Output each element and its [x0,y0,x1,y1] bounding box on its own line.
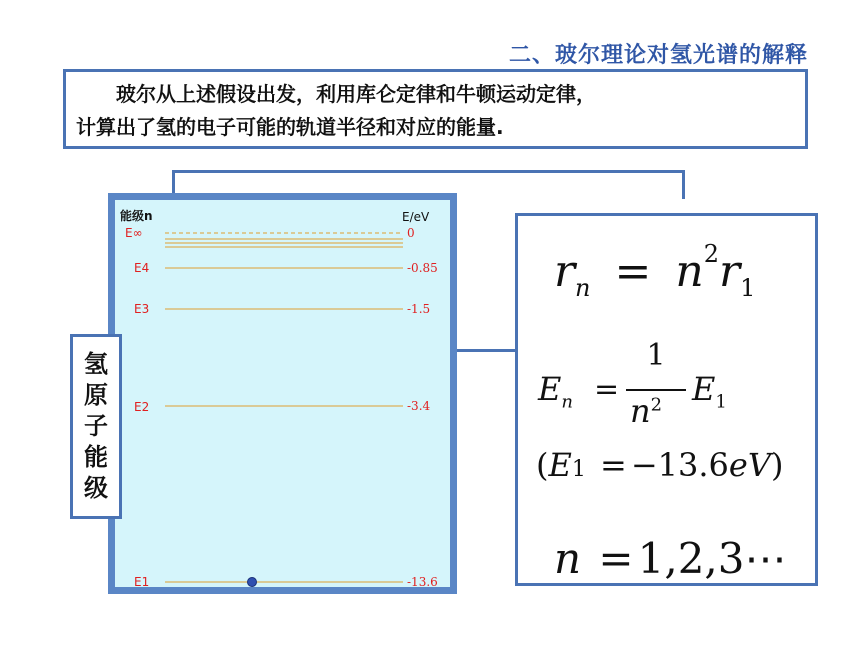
intro-box [63,69,808,149]
side-label-char: 能 [84,443,108,471]
level-value-4: -0.85 [407,261,438,275]
formula-equals: = [614,246,652,297]
level-label-3: E3 [134,302,150,316]
energy-level-diagram [108,193,457,594]
level-value-2: -3.4 [407,399,431,413]
formula-symbol: n [554,534,582,583]
formula-equals: = [598,534,634,583]
formula-symbol: n [675,246,704,297]
formula-value: 1,2,3 [637,534,745,583]
side-label-char: 氢 [84,350,108,378]
side-label-char: 原 [84,381,108,409]
electron-dot [248,578,257,587]
formula-symbol: E [548,446,572,484]
formula-ellipsis: ⋯ [744,534,787,583]
formula-value: −13.6 [630,446,729,484]
side-label-char: 级 [84,474,108,502]
level-value-1: -13.6 [407,575,438,587]
page-heading: 二、玻尔理论对氢光谱的解释 [508,43,808,68]
intro-line-1: 玻尔从上述假设出发，利用库仑定律和牛顿运动定律， [116,82,596,106]
formula-numerator: 1 [646,338,666,373]
header-right: E/eV [402,210,430,224]
formula-paren: ) [770,446,784,484]
fraction-bar [626,389,686,391]
connector-line [456,349,518,352]
formula-equals: = [600,446,627,484]
formula-symbol: E [538,370,562,408]
side-label-char: 子 [84,412,108,440]
formula-radius [554,240,756,302]
energy-level-svg [115,200,450,587]
level-value-inf: 0 [407,226,415,240]
level-label-1: E1 [134,575,150,587]
formula-symbol: r [554,246,576,297]
level-label-4: E4 [134,261,150,275]
intro-line-2: 计算出了氢的电子可能的轨道半径和对应的能量. [76,115,504,139]
formula-symbol: E [692,370,716,408]
formula-e1 [536,446,783,484]
formula-exponent: 2 [703,240,720,269]
formula-subscript: n [561,391,573,413]
formula-subscript: 1 [571,457,586,482]
formula-box [515,213,818,586]
formula-exponent: 2 [650,394,663,416]
level-label-2: E2 [134,400,150,414]
level-label-inf: E∞ [125,226,143,240]
formula-denominator: n [630,392,651,430]
formula-n-values [554,534,787,583]
formula-subscript: 1 [715,391,727,413]
header-left: 能级n [120,209,153,223]
formula-equals: = [594,372,620,407]
formula-paren: ( [536,446,549,484]
formula-unit: eV [728,446,771,484]
formula-subscript: 1 [740,273,756,302]
formula-subscript: n [575,273,591,302]
formula-energy [538,338,798,438]
side-label-box [70,334,122,519]
level-value-3: -1.5 [407,302,431,316]
formula-symbol: r [719,246,741,297]
